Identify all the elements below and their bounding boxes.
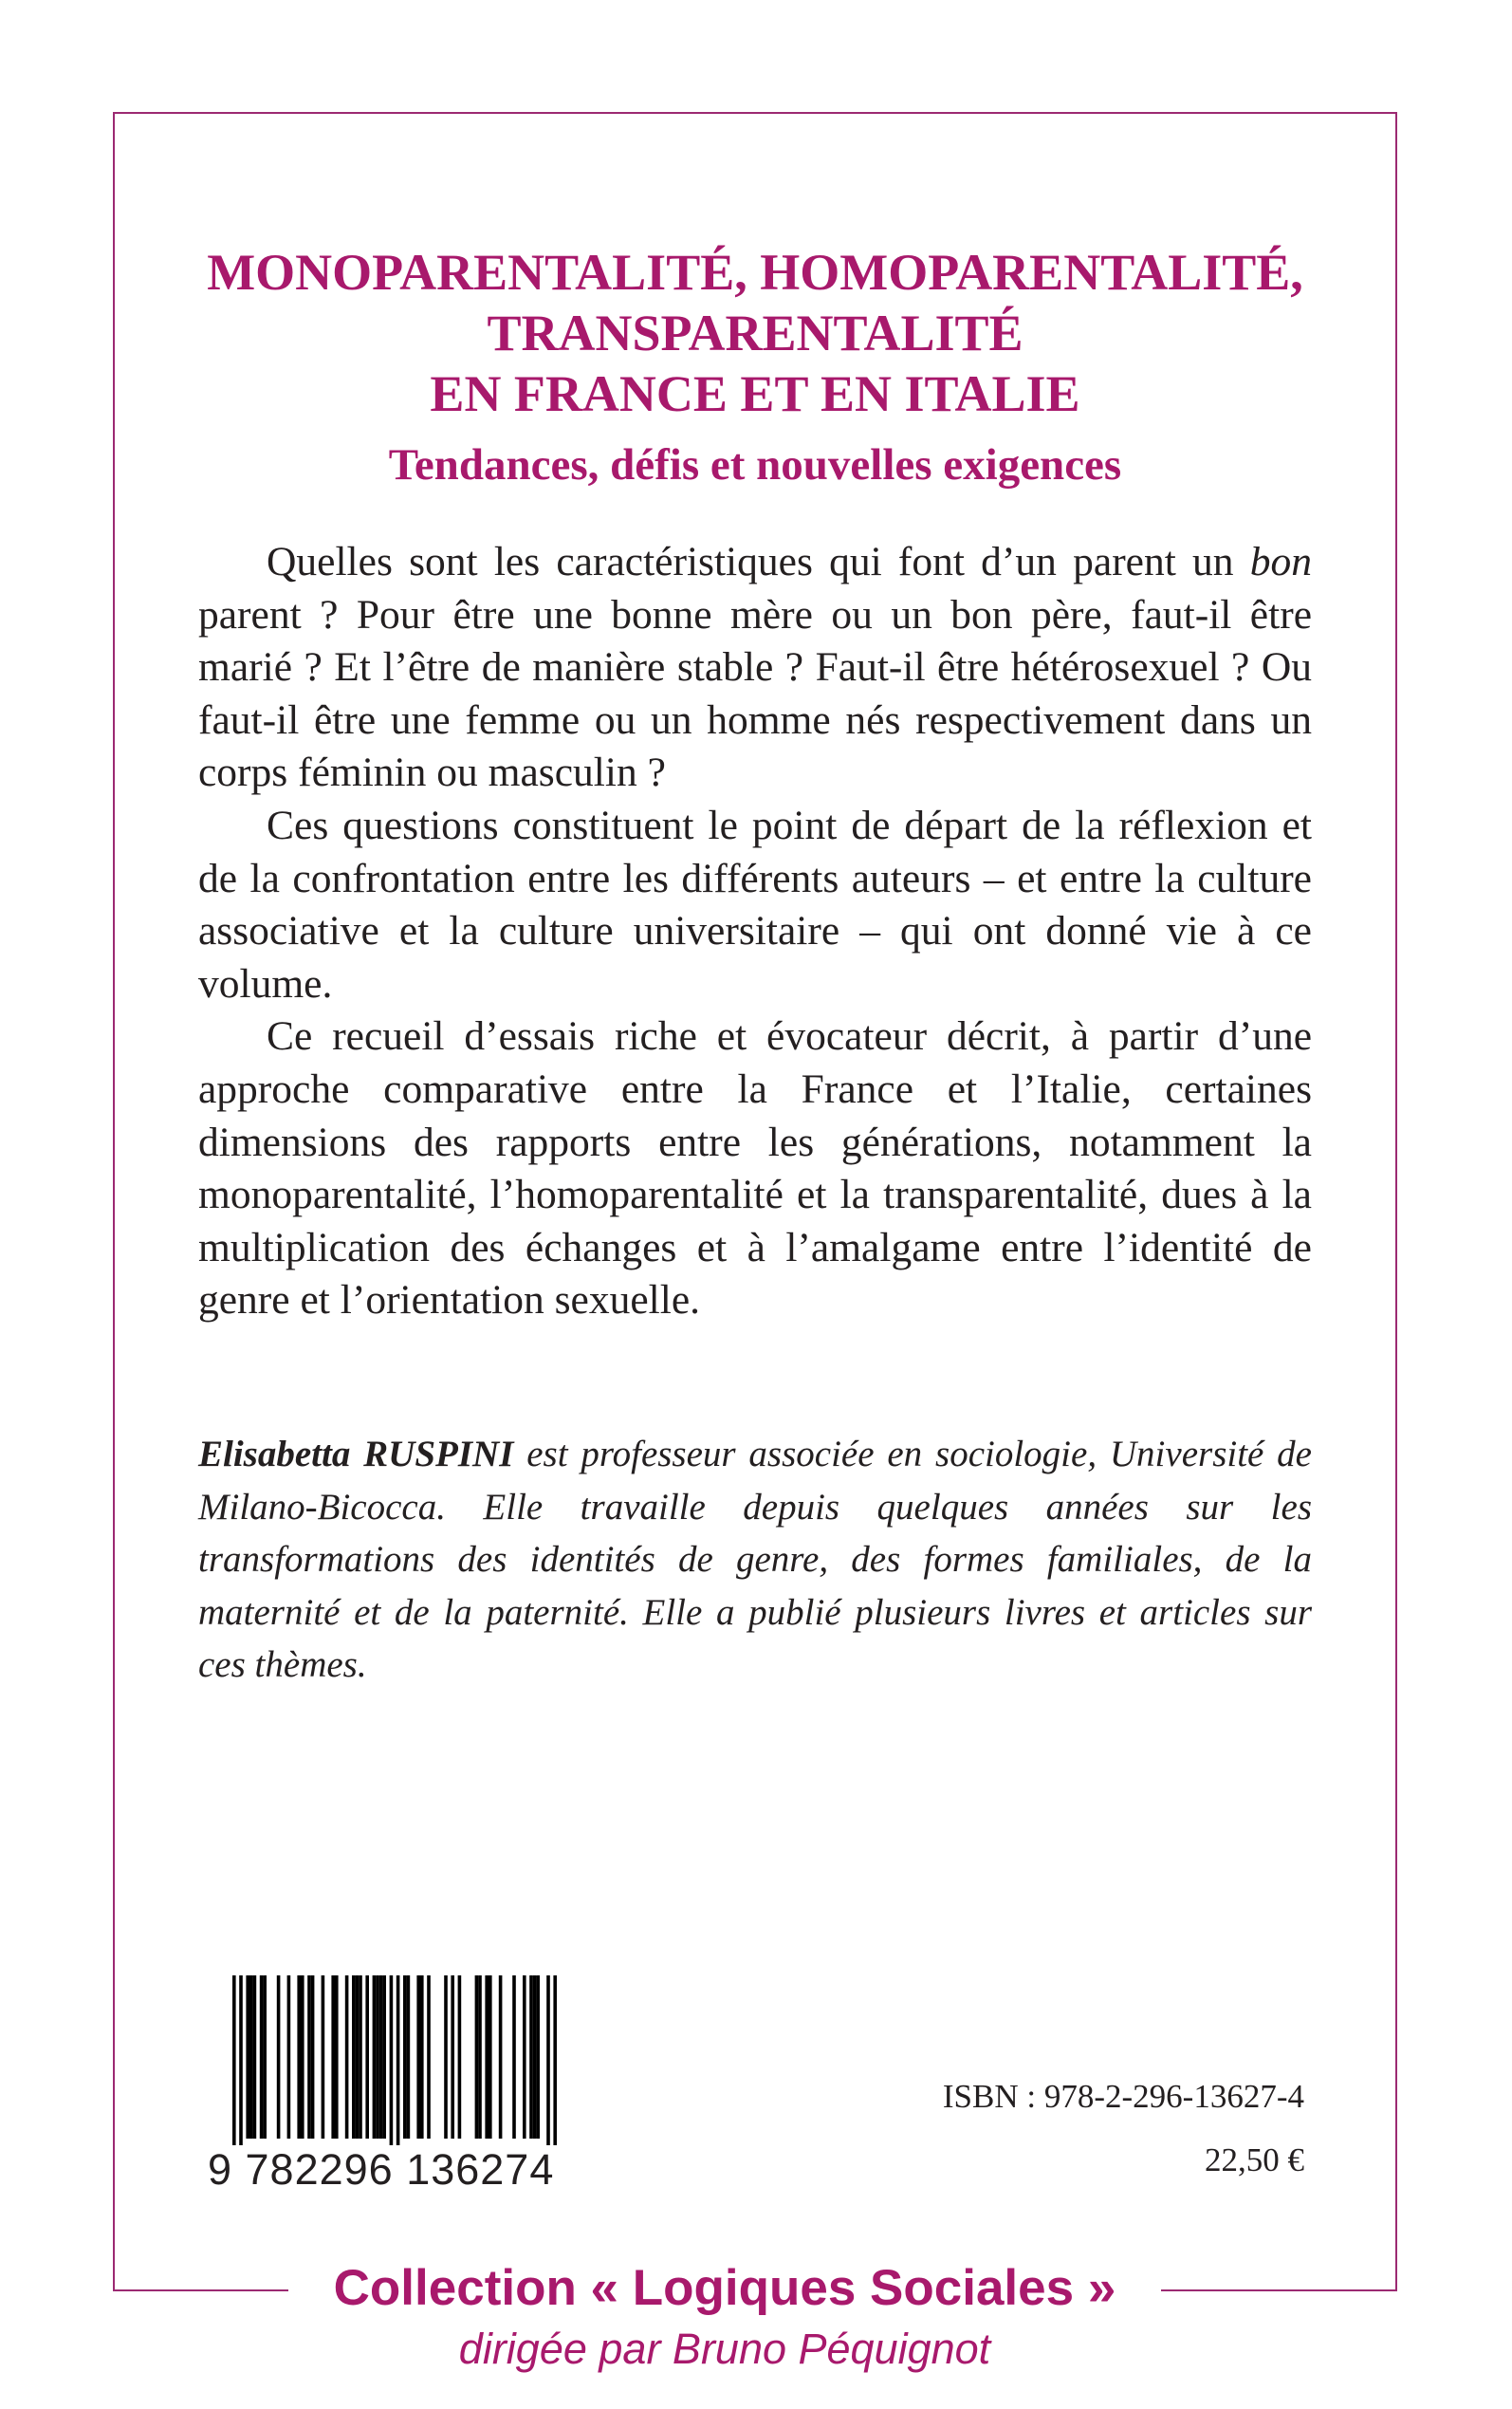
barcode-bar <box>365 1975 369 2139</box>
barcode-bar <box>301 1975 304 2139</box>
barcode-bar <box>249 1975 253 2139</box>
barcode-bar <box>359 1975 362 2139</box>
barcode-bar <box>458 1975 462 2139</box>
barcode-bar <box>263 1975 267 2139</box>
barcode-bar <box>253 1975 257 2139</box>
barcode-bar <box>416 1975 420 2139</box>
barcode-digits: 9 782296 136274 <box>208 2145 581 2195</box>
p1-after: parent ? Pour être une bonne mère ou un bon père, faut-il être marié ? Et l’être de manière stable ? Faut-il être hétérosexuel ? Ou faut-il être une femme ou un homme nés respectivement dans un corps féminin ou masculin ? <box>198 591 1312 796</box>
barcode-bar <box>553 1975 557 2150</box>
author-bio <box>198 1428 1312 1692</box>
barcode-bar <box>297 1975 301 2139</box>
barcode-bar <box>335 1975 339 2139</box>
barcode-bar <box>403 1975 407 2139</box>
p1-emphasis: bon <box>1249 539 1312 584</box>
title-line-1: MONOPARENTALITÉ, HOMOPARENTALITÉ, <box>207 244 1303 301</box>
description-paragraph-3: Ce recueil d’essais riche et évocateur décrit, à partir d’une approche comparative entre la France et l’Italie, certaines dimensions des rapports entre les générations, notamment la monoparentalité, l’homoparentalité et la transparentalité, dues à la multiplication des échanges et à l’amalgame entre l’identité de genre et l’orientation sexuelle. <box>198 1013 1312 1324</box>
barcode-bar <box>529 1975 533 2139</box>
barcode-bar <box>485 1975 489 2139</box>
author-bio-text: est professeur associée en sociologie, Université de Milano-Bicocca. Elle travaille depuis quelques années sur les transformations des identités de genre, des formes familiales, de la maternité et de la paternité. Elle a publié plusieurs livres et articles sur ces thèmes. <box>198 1434 1312 1685</box>
barcode-bar <box>396 1975 400 2150</box>
barcode-bars <box>208 1975 581 2150</box>
description-paragraph-1 <box>198 536 1312 800</box>
barcode-bar <box>277 1975 281 2139</box>
collection-name: Collection « Logiques Sociales » <box>333 2260 1116 2316</box>
barcode-bar <box>239 1975 243 2150</box>
barcode-bar <box>345 1975 349 2139</box>
collection-director: dirigée par Bruno Péquignot <box>458 2325 991 2373</box>
barcode-bar <box>444 1975 448 2139</box>
barcode-bar <box>427 1975 431 2139</box>
title-line-2: TRANSPARENTALITÉ <box>487 305 1023 361</box>
p1-before: Quelles sont les caractéristiques qui font d’un parent un <box>267 539 1250 584</box>
barcode-bar <box>489 1975 492 2139</box>
barcode-bar <box>475 1975 479 2139</box>
book-subtitle: Tendances, défis et nouvelles exigences <box>388 440 1122 490</box>
barcode-bar <box>356 1975 360 2139</box>
description-paragraph-2: Ces questions constituent le point de départ de la réflexion et de la confrontation entre les différents auteurs – et entre la culture associative et la culture universitaire – qui ont donné vie à ce volume. <box>198 802 1312 1007</box>
barcode-bar <box>382 1975 386 2139</box>
barcode-bar <box>420 1975 424 2139</box>
barcode-bar <box>232 1975 236 2150</box>
barcode-bar <box>311 1975 315 2139</box>
price: 22,50 € <box>1205 2141 1304 2178</box>
barcode-bar <box>246 1975 249 2139</box>
barcode-bar <box>407 1975 411 2139</box>
barcode-bar <box>307 1975 311 2139</box>
title-line-3: EN FRANCE ET EN ITALIE <box>430 365 1080 422</box>
book-title <box>113 242 1397 424</box>
barcode-bar <box>499 1975 503 2139</box>
barcode-bar <box>331 1975 335 2139</box>
barcode-bar <box>533 1975 537 2139</box>
barcode-bar <box>451 1975 454 2139</box>
isbn: ISBN : 978-2-296-13627-4 <box>942 2078 1304 2115</box>
barcode-bar <box>352 1975 356 2139</box>
barcode-bar <box>322 1975 325 2139</box>
barcode-bar <box>379 1975 383 2139</box>
description <box>198 536 1312 1327</box>
barcode-bar <box>260 1975 264 2139</box>
barcode-bar <box>373 1975 377 2139</box>
barcode-bar <box>536 1975 540 2139</box>
author-name: Elisabetta RUSPINI <box>198 1434 514 1474</box>
barcode-bar <box>376 1975 379 2139</box>
barcode-bar <box>478 1975 482 2139</box>
barcode-bar <box>523 1975 526 2139</box>
barcode-bar <box>546 1975 550 2150</box>
barcode-bar <box>390 1975 394 2150</box>
barcode-bar <box>287 1975 291 2139</box>
barcode-bar <box>512 1975 516 2139</box>
